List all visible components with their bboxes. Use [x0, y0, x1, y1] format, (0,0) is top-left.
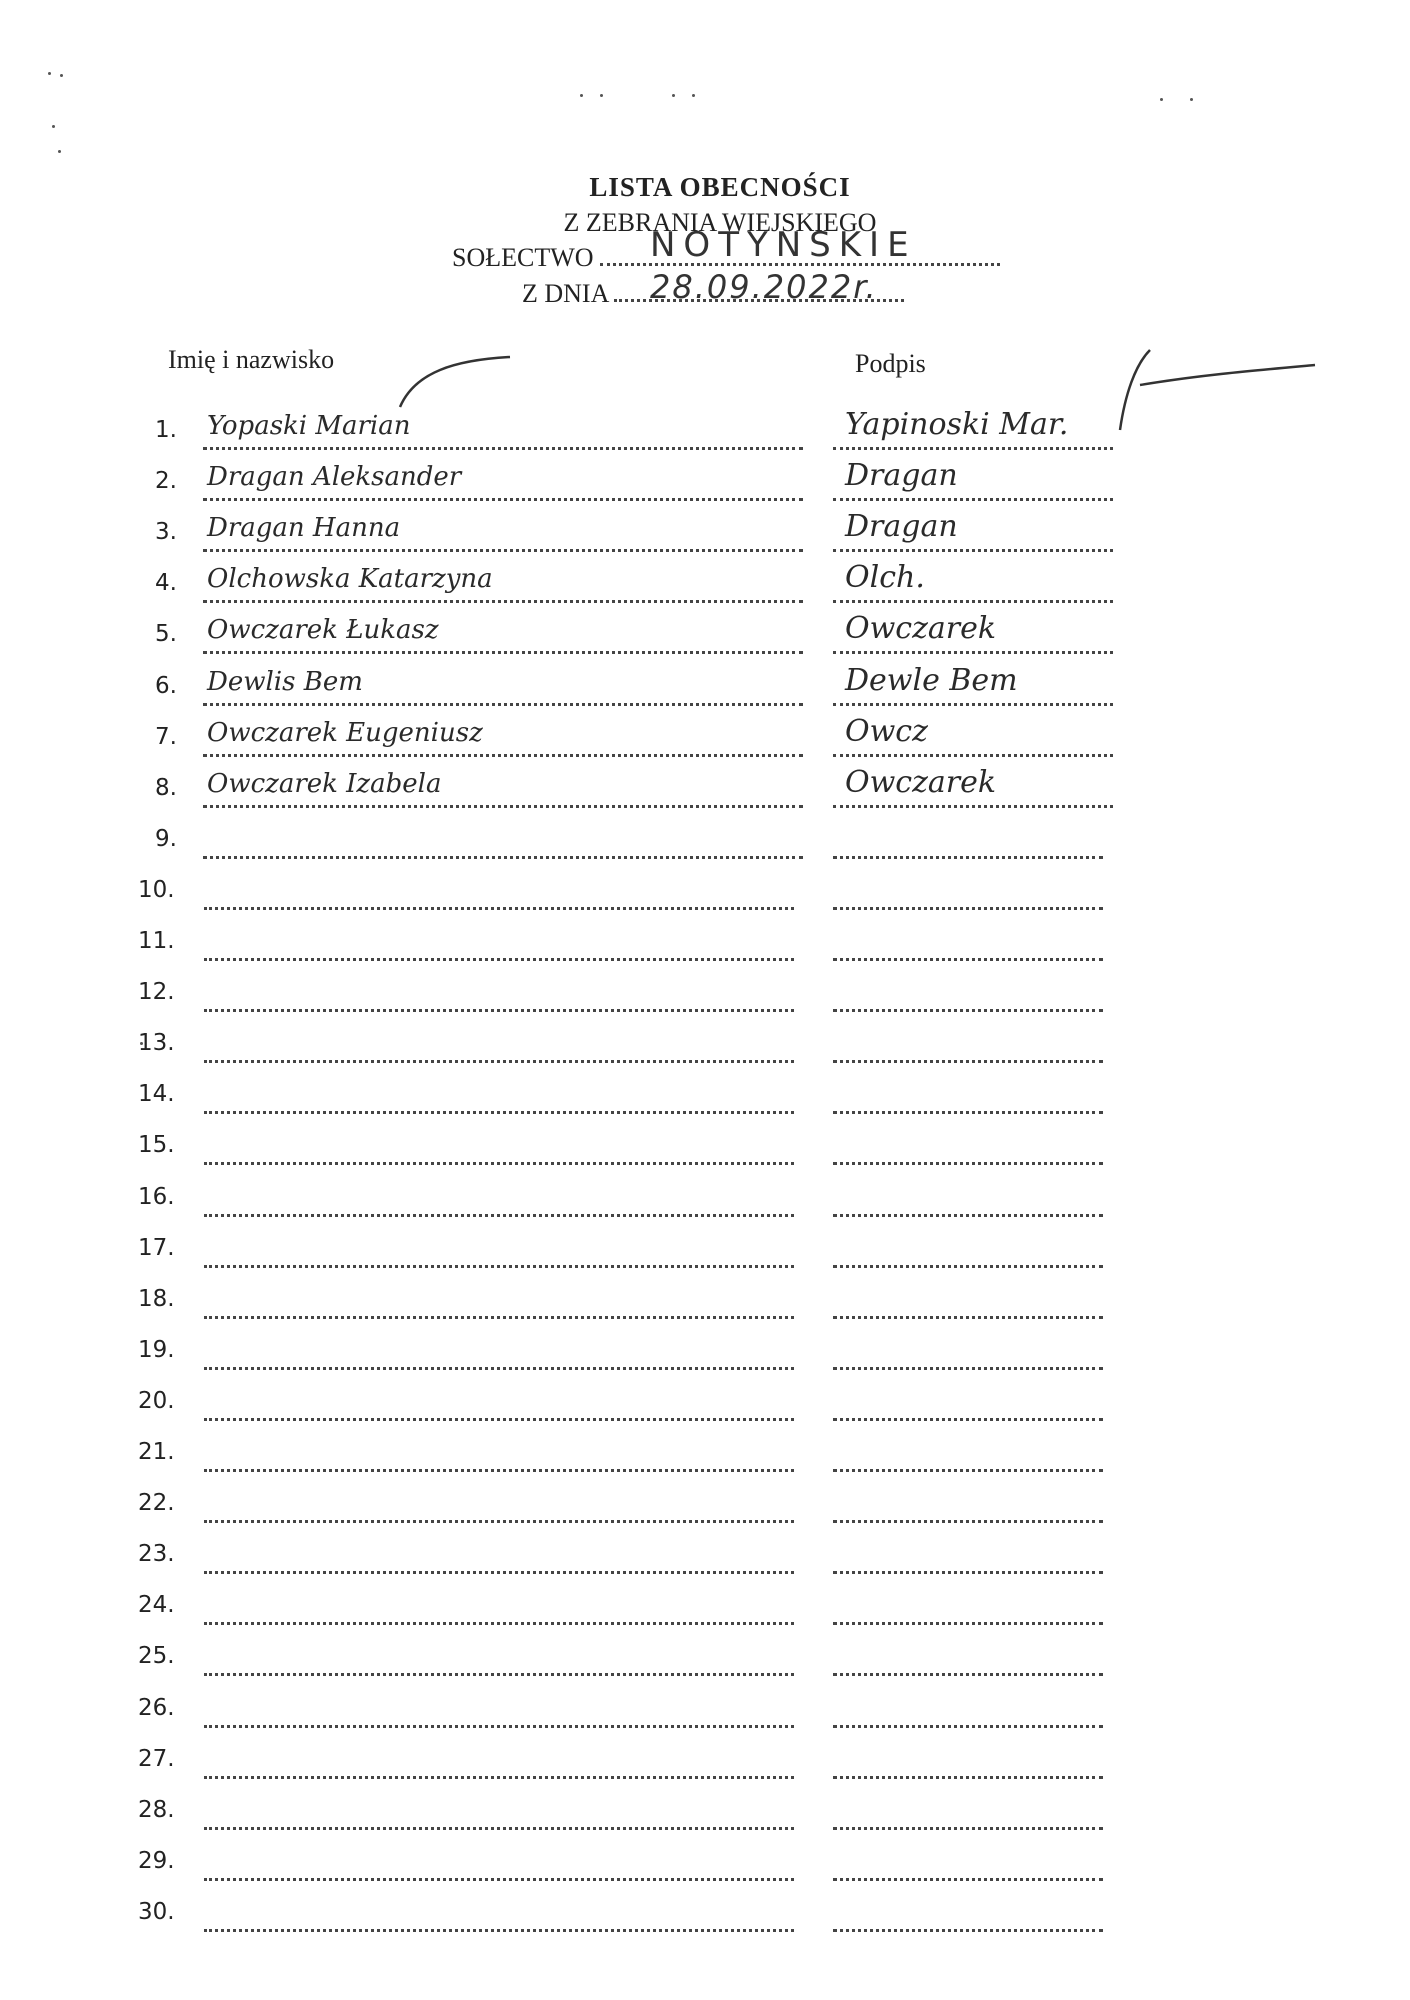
table-row [138, 1030, 1138, 1070]
handwritten-signature: Owcz [845, 714, 928, 749]
solectwo-label: SOŁECTWO [452, 243, 594, 272]
table-row [138, 1132, 1138, 1172]
table-row [138, 1695, 1138, 1735]
name-field[interactable] [203, 549, 803, 552]
scan-speck [48, 72, 51, 75]
signature-field[interactable] [833, 1367, 1103, 1370]
signature-field[interactable] [833, 1520, 1103, 1523]
signature-field[interactable] [833, 1214, 1103, 1217]
name-field[interactable] [204, 1060, 794, 1063]
handwritten-signature: Olch. [845, 560, 925, 595]
signature-field[interactable] [833, 805, 1113, 808]
scan-speck [672, 94, 675, 97]
scan-speck [580, 94, 583, 97]
table-row [155, 560, 1155, 610]
signature-field[interactable] [833, 1162, 1103, 1165]
name-field[interactable] [203, 498, 803, 501]
table-row [138, 1235, 1138, 1275]
row-number: 21. [138, 1439, 175, 1465]
row-number: 10. [138, 877, 175, 903]
signature-field[interactable] [833, 703, 1113, 706]
date-label: Z DNIA [522, 279, 608, 308]
name-field[interactable] [204, 1878, 794, 1881]
handwritten-name: Yopaski Marian [207, 411, 411, 441]
signature-field[interactable] [833, 907, 1103, 910]
row-number: 26. [138, 1695, 175, 1721]
row-number: 25. [138, 1643, 175, 1669]
table-row [138, 979, 1138, 1019]
name-field[interactable] [204, 907, 794, 910]
row-number: 18. [138, 1286, 175, 1312]
name-field[interactable] [204, 1571, 794, 1574]
name-field[interactable] [204, 1725, 794, 1728]
pen-stroke [395, 352, 515, 412]
handwritten-signature: Dragan [845, 509, 958, 544]
table-row [138, 1286, 1138, 1326]
document-title: LISTA OBECNOŚCI [589, 172, 851, 202]
name-field[interactable] [203, 447, 803, 450]
signature-field[interactable] [833, 651, 1113, 654]
document-subtitle: Z ZEBRANIA WIEJSKIEGO [563, 208, 877, 237]
signature-field[interactable] [833, 1827, 1103, 1830]
signature-field[interactable] [833, 1622, 1103, 1625]
name-field[interactable] [204, 1776, 794, 1779]
signature-field[interactable] [833, 1929, 1103, 1932]
table-row [155, 714, 1155, 764]
signature-field[interactable] [833, 1111, 1103, 1114]
signature-field[interactable] [833, 1060, 1103, 1063]
signature-field[interactable] [833, 1673, 1103, 1676]
signature-field[interactable] [833, 549, 1113, 552]
table-row [138, 1081, 1138, 1121]
name-field[interactable] [203, 805, 803, 808]
scan-speck [692, 94, 695, 97]
handwritten-signature: Owczarek [845, 765, 997, 800]
row-number: 1. [155, 417, 177, 443]
row-number: 16. [138, 1184, 175, 1210]
name-field[interactable] [203, 600, 803, 603]
row-number: 13. [138, 1030, 175, 1056]
signature-field[interactable] [833, 1571, 1103, 1574]
table-row [138, 1490, 1138, 1530]
handwritten-name: Dragan Hanna [207, 513, 401, 543]
signature-field[interactable] [833, 1316, 1103, 1319]
handwritten-signature: Dragan [845, 458, 958, 493]
name-field[interactable] [204, 1214, 794, 1217]
table-row [155, 458, 1155, 508]
scan-speck [1160, 98, 1163, 101]
handwritten-name: Dragan Aleksander [207, 462, 462, 492]
column-header-name: Imię i nazwisko [168, 345, 335, 374]
name-field[interactable] [204, 1673, 794, 1676]
scan-speck [52, 125, 55, 128]
scan-speck [60, 74, 63, 77]
name-field[interactable] [204, 1469, 794, 1472]
scan-speck [1190, 98, 1193, 101]
row-number: 5. [155, 621, 177, 647]
row-number: 3. [155, 519, 177, 545]
row-number: 27. [138, 1746, 175, 1772]
signature-field[interactable] [833, 498, 1113, 501]
table-row [155, 611, 1155, 661]
name-field[interactable] [204, 1265, 794, 1268]
signature-field[interactable] [833, 1009, 1103, 1012]
signature-field[interactable] [833, 754, 1113, 757]
name-field[interactable] [204, 1520, 794, 1523]
handwritten-name: Owczarek Eugeniusz [207, 718, 483, 748]
table-row [138, 1388, 1138, 1428]
row-number: 28. [138, 1797, 175, 1823]
table-row [155, 663, 1155, 713]
handwritten-signature: Dewle Bem [845, 663, 1018, 698]
table-row [155, 826, 1155, 866]
handwritten-signature: Owczarek [845, 611, 997, 646]
name-field[interactable] [204, 1162, 794, 1165]
row-number: 30. [138, 1899, 175, 1925]
table-row [138, 1848, 1138, 1888]
name-field[interactable] [204, 1111, 794, 1114]
table-row [138, 1184, 1138, 1224]
table-row [138, 1439, 1138, 1479]
name-field[interactable] [203, 856, 803, 859]
signature-field[interactable] [833, 1725, 1103, 1728]
handwritten-name: Dewlis Bem [207, 667, 363, 697]
table-row [155, 509, 1155, 559]
row-number: 7. [155, 724, 177, 750]
signature-field[interactable] [833, 1469, 1103, 1472]
table-row [138, 1643, 1138, 1683]
name-field[interactable] [204, 1929, 794, 1932]
row-number: 14. [138, 1081, 175, 1107]
signature-field[interactable] [833, 856, 1103, 859]
signature-field[interactable] [833, 1776, 1103, 1779]
scan-speck [58, 150, 61, 153]
row-number: 20. [138, 1388, 175, 1414]
name-field[interactable] [203, 754, 803, 757]
name-field[interactable] [204, 1622, 794, 1625]
name-field[interactable] [203, 651, 803, 654]
signature-field[interactable] [833, 600, 1113, 603]
name-field[interactable] [204, 1367, 794, 1370]
name-field[interactable] [204, 958, 794, 961]
row-number: 15. [138, 1132, 175, 1158]
row-number: 12. [138, 979, 175, 1005]
table-row [138, 1797, 1138, 1837]
table-row [138, 1746, 1138, 1786]
row-number: 6. [155, 673, 177, 699]
signature-field[interactable] [833, 1878, 1103, 1881]
name-field[interactable] [204, 1418, 794, 1421]
signature-field[interactable] [833, 1265, 1103, 1268]
row-number: 11. [138, 928, 175, 954]
date-value: 28.09.2022r. [650, 268, 878, 306]
row-number: 4. [155, 570, 177, 596]
name-field[interactable] [204, 1316, 794, 1319]
table-row [138, 1592, 1138, 1632]
row-number: 8. [155, 775, 177, 801]
name-field[interactable] [204, 1009, 794, 1012]
table-row [138, 1541, 1138, 1581]
table-row [155, 407, 1155, 457]
row-number: 9. [155, 826, 177, 852]
row-number: 2. [155, 468, 177, 494]
name-field[interactable] [203, 703, 803, 706]
signature-field[interactable] [833, 1418, 1103, 1421]
column-header-signature: Podpis [855, 349, 926, 378]
signature-field[interactable] [833, 958, 1103, 961]
row-number: 19. [138, 1337, 175, 1363]
handwritten-signature: Yapinoski Mar. [845, 407, 1069, 442]
handwritten-name: Owczarek Izabela [207, 769, 442, 799]
row-number: 23. [138, 1541, 175, 1567]
row-number: 22. [138, 1490, 175, 1516]
signature-field[interactable] [833, 447, 1113, 450]
table-row [138, 1337, 1138, 1377]
table-row [138, 877, 1138, 917]
handwritten-name: Olchowska Katarzyna [207, 564, 493, 594]
scan-speck [600, 94, 603, 97]
row-number: 24. [138, 1592, 175, 1618]
table-row [138, 928, 1138, 968]
row-number: 17. [138, 1235, 175, 1261]
row-number: 29. [138, 1848, 175, 1874]
table-row [138, 1899, 1138, 1939]
table-row [155, 765, 1155, 815]
handwritten-name: Owczarek Łukasz [207, 615, 439, 645]
name-field[interactable] [204, 1827, 794, 1830]
solectwo-value: NOTYNSKIE [650, 225, 917, 265]
